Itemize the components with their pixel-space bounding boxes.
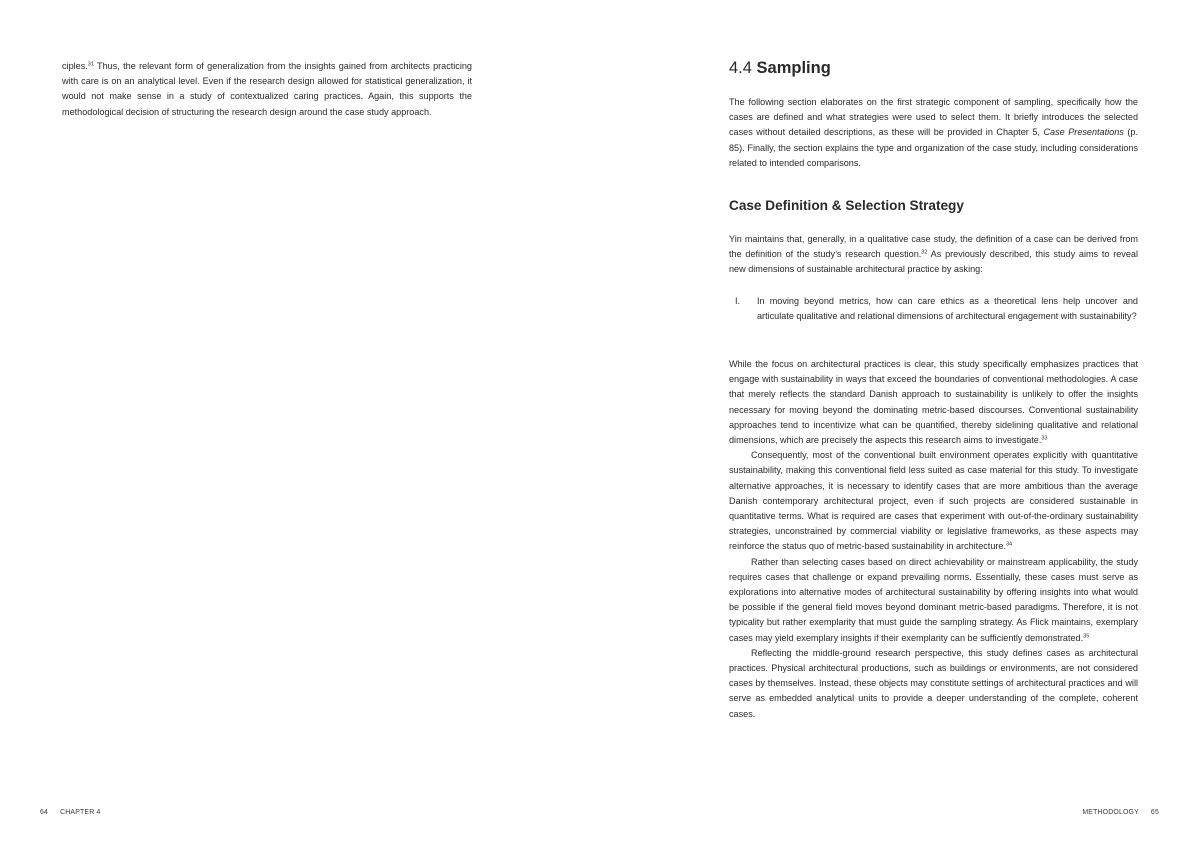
paragraph-text: Reflecting the middle-ground research perspective, this study defines cases as architectural practices. Physical architectural productions, such as buildings or environments, are not considered cases by themselves. Instead, these objects may constitute settings of architectural practices and will serve as embedded analytical units to provide a deeper understanding of the complete, coherent cases. — [729, 647, 1138, 719]
footnote-marker[interactable]: 31 — [87, 61, 94, 68]
section-heading — [729, 58, 831, 78]
paragraph-text: As previously described, this study aims to reveal new dimensions of sustainable architectural practice by asking: — [729, 249, 1138, 275]
section-title: Sampling — [756, 59, 831, 77]
footnote-marker[interactable]: 35 — [1083, 633, 1090, 640]
page-number: 65 — [1150, 809, 1159, 816]
page-number: 64 — [40, 809, 49, 816]
paragraph-text: Yin maintains that, generally, in a qualitative case study, the definition of a case can be derived from the definition of the study’s research question. — [729, 234, 1138, 260]
cross-reference-title: Case Presentations — [1043, 127, 1124, 138]
left-footer — [40, 808, 101, 818]
running-header-section: METHODOLOGY — [1082, 809, 1139, 816]
paragraph-text: Thus, the relevant form of generalization from the insights gained from architects practicing with care is on an analytical level. Even if the research design allowed for statistical generalization, it would not make sense in a study of contextualized caring practices. Again, this supports the methodological decision of structuring the research design around the case study approach. — [62, 61, 472, 117]
research-question — [729, 294, 1138, 324]
right-footer — [1082, 808, 1159, 818]
paragraph-text: The following section elaborates on the first strategic component of sampling, specifically how the cases are defined and what strategies were used to select them. It briefly introduces the selected cases without detailed descriptions, as these will be provided in Chapter 5, — [729, 97, 1138, 138]
paragraph-text: Consequently, most of the conventional built environment operates explicitly with quantitative sustainability, making this conventional field less suited as case material for this study. To investigate alternative approaches, it is necessary to identify cases that are more ambitious than the average Danish contemporary architectural project, even if such projects are considered sustainable in quantitative terms. What is required are cases that experiment with out-of-the-ordinary sustainability strategies, unconstrained by commercial viability or legislative frameworks, as these aspects may reinforce the status quo of metric-based sustainability in architecture. — [729, 450, 1138, 552]
research-question-list — [729, 294, 1138, 324]
section-number: 4.4 — [729, 59, 752, 77]
subsection-heading: Case Definition & Selection Strategy — [729, 198, 964, 213]
footnote-marker[interactable]: 33 — [1041, 435, 1048, 442]
footnote-marker[interactable]: 32 — [921, 249, 928, 256]
definition-paragraph — [729, 232, 1138, 278]
paragraph-text: (p. 85). Finally, the section explains the type and organization of the case study, including considerations related to intended comparisons. — [729, 127, 1138, 168]
research-question-text: In moving beyond metrics, how can care ethics as a theoretical lens help uncover and articulate qualitative and relational dimensions of architectural engagement with sustainability? — [757, 296, 1138, 322]
list-marker: I. — [735, 296, 741, 306]
footnote-marker[interactable]: 34 — [1006, 541, 1013, 548]
paragraph-text: Rather than selecting cases based on direct achievability or mainstream applicability, the study requires cases that challenge or expand prevailing norms. Essentially, these cases must serve as explorations into alternative modes of architectural sustainability by offering insights into what would be possible if the general field moves beyond dominant metric-based paradigms. Therefore, it is not typicality but rather exemplarity that must guide the sampling strategy. As Flick maintains, exemplary cases may yield exemplary insights if their exemplarity can be sufficiently demonstrated. — [729, 556, 1138, 643]
intro-paragraph — [729, 95, 1138, 171]
body-paragraph — [729, 448, 1138, 554]
body-paragraph — [729, 646, 1138, 722]
paragraph-text: ciples. — [62, 61, 88, 71]
body-paragraph — [729, 555, 1138, 646]
main-body — [729, 357, 1138, 722]
right-page — [600, 0, 1200, 849]
continued-paragraph — [62, 59, 472, 120]
paragraph-text: While the focus on architectural practices is clear, this study specifically emphasizes practices that engage with sustainability in ways that exceed the boundaries of conventional methodologies. A case that merely reflects the standard Danish approach to sustainability is unlikely to offer the insights necessary for moving beyond the dominating metric-based discourses. Conventional sustainability approaches tend to incentivize what can be quantified, thereby sidelining qualitative and relational dimensions, which are precisely the aspects this research aims to investigate. — [729, 359, 1138, 446]
body-paragraph — [729, 357, 1138, 448]
running-header-chapter: CHAPTER 4 — [60, 809, 101, 816]
